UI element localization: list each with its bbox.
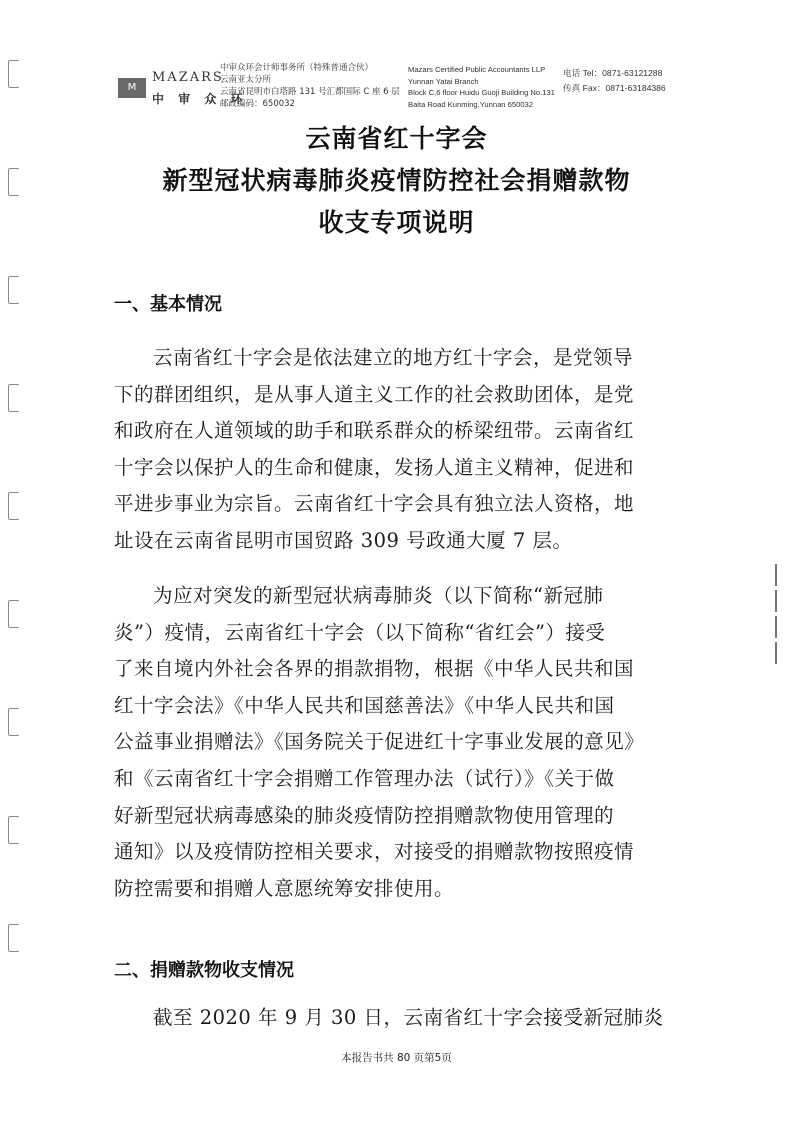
paragraph-basic-info [114,340,688,560]
firm-address-en: Mazars Certified Public Accountants LLP Yunnan Yatai Branch Block C,6 floor Huidu Guoji Building No.131 Baita Road Kunming,Yunnan 650032 [408,65,555,109]
text-line: 十字会以保护人的生命和健康，发扬人道主义精神，促进和 [114,455,635,479]
binder-mark [8,600,19,628]
text-line: 平进步事业为宗旨。云南省红十字会具有独立法人资格，地 [114,492,635,516]
text-line: 了来自境内外社会各界的捐款捐物，根据《中华人民共和国 [114,657,635,681]
mazars-logo-text: MAZARS [152,70,224,85]
firm-address-cn: 中审众环会计师事务所（特殊普通合伙） 云南亚太分所 云南省昆明市白塔路 131 号汇都国际 C 座 6 层 邮政编码：650032 [220,63,400,109]
title-line-3: 收支专项说明 [318,208,475,237]
mazars-logo-mark: M [118,78,146,98]
firm-logo-cn: 中 审 众 环 [152,92,248,106]
binder-mark [8,492,19,520]
binder-mark [8,816,19,844]
text-line: 址设在云南省昆明市国贸路 309 号政通大厦 7 层。 [114,528,573,552]
text-line: 和政府在人道领域的助手和联系群众的桥梁纽带。云南省红 [114,419,635,443]
binder-mark [8,276,19,304]
document-title [0,118,793,244]
text-line: 通知》以及疫情防控相关要求，对接受的捐赠款物按照疫情 [114,840,635,864]
binder-mark [8,708,19,736]
text-line: 好新型冠状病毒感染的肺炎疫情防控捐赠款物使用管理的 [114,803,615,827]
binder-mark [8,384,19,412]
section-heading-donations: 二、捐赠款物收支情况 [114,960,294,981]
paragraph-donation-summary [114,1000,688,1037]
text-line: 炎”）疫情，云南省红十字会（以下简称“省红会”）接受 [114,620,606,644]
page-footer: 本报告书共 80 页第5页 [341,1052,452,1064]
paragraph-donation-basis [114,578,688,907]
title-line-1: 云南省红十字会 [305,124,488,153]
text-line: 为应对突发的新型冠状病毒肺炎（以下简称“新冠肺 [153,584,604,607]
title-line-2: 新型冠状病毒肺炎疫情防控社会捐赠款物 [162,166,631,195]
text-line: 云南省红十字会是依法建立的地方红十字会，是党领导 [153,346,634,369]
firm-tel: 电话 Tel：0871-63121288 [563,68,663,78]
text-line: 防控需要和捐赠人意愿统筹安排使用。 [114,876,455,900]
binder-mark [8,60,19,88]
firm-contact [563,66,666,96]
scan-edge-marks [769,560,783,700]
text-line: 红十字会法》《中华人民共和国慈善法》《中华人民共和国 [114,693,615,717]
section-heading-basic-info: 一、基本情况 [114,294,222,315]
text-line: 和《云南省红十字会捐赠工作管理办法（试行）》《关于做 [114,766,615,790]
text-line: 截至 2020 年 9 月 30 日，云南省红十字会接受新冠肺炎 [153,1006,664,1029]
firm-fax: 传真 Fax：0871-63184386 [563,83,666,93]
binder-mark [8,924,19,952]
text-line: 下的群团组织，是从事人道主义工作的社会救助团体，是党 [114,382,635,406]
letterhead [118,62,773,120]
text-line: 公益事业捐赠法》《国务院关于促进红十字事业发展的意见》 [114,730,645,754]
